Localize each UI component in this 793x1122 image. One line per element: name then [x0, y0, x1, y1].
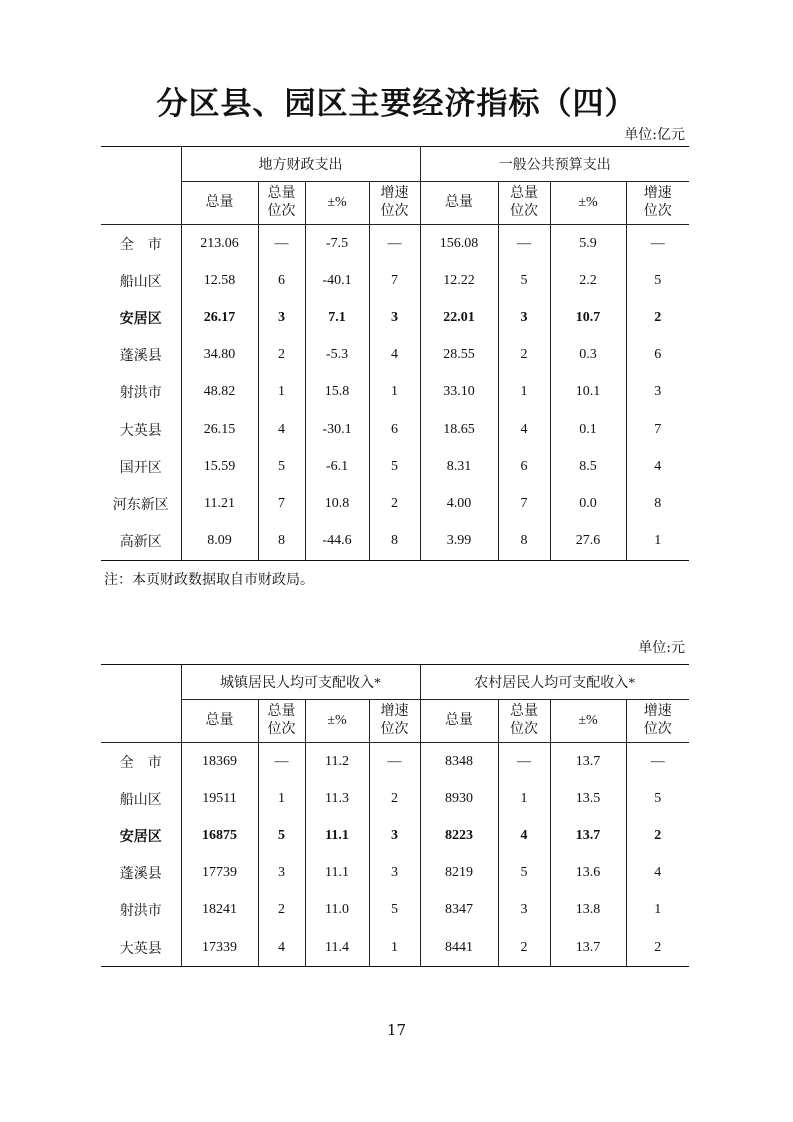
- sub-header-cell: 总量: [181, 700, 258, 743]
- page-number: 17: [386, 1021, 407, 1039]
- table-row: [101, 485, 689, 522]
- table-cell: 7: [626, 411, 689, 448]
- table-cell: 10.1: [550, 374, 626, 411]
- table-cell: -44.6: [305, 523, 369, 561]
- table-cell: 19511: [181, 780, 258, 817]
- table-cell: 6: [258, 262, 305, 299]
- table-cell: 7: [498, 485, 550, 522]
- table-cell: 0.1: [550, 411, 626, 448]
- table1-unit: 单位:亿元: [624, 127, 685, 143]
- table-cell: 2: [369, 780, 420, 817]
- table-cell: 6: [626, 337, 689, 374]
- table-cell: 8: [369, 523, 420, 561]
- table-cell: 13.8: [550, 892, 626, 929]
- table-cell: 5: [626, 262, 689, 299]
- group-header-local-fiscal: 地方财政支出: [181, 147, 420, 182]
- table-cell: 26.17: [181, 299, 258, 336]
- table-cell: 5: [626, 780, 689, 817]
- sub-header-cell: 总量 位次: [498, 182, 550, 225]
- row-header-corner: [101, 665, 181, 743]
- row-label: 船山区: [119, 792, 162, 808]
- table-cell: 3: [626, 374, 689, 411]
- table-cell: -6.1: [305, 448, 369, 485]
- table-cell: 8.31: [420, 448, 498, 485]
- table-row: [101, 855, 689, 892]
- table-cell: 8: [258, 523, 305, 561]
- table-cell: 6: [498, 448, 550, 485]
- table-row: [101, 743, 689, 781]
- table-cell: 1: [498, 374, 550, 411]
- table-cell: 33.10: [420, 374, 498, 411]
- table-cell: 4.00: [420, 485, 498, 522]
- table-row: [101, 374, 689, 411]
- table-cell: 156.08: [420, 225, 498, 263]
- table-cell: 12.58: [181, 262, 258, 299]
- table-cell: —: [258, 743, 305, 781]
- table-cell: 2: [258, 337, 305, 374]
- table-cell: 2: [369, 485, 420, 522]
- row-label: 全 市: [119, 755, 162, 771]
- table-row: [101, 225, 689, 263]
- row-label: 大英县: [119, 423, 162, 439]
- table-cell: 8.09: [181, 523, 258, 561]
- table-cell: 8441: [420, 929, 498, 967]
- table-cell: 8: [498, 523, 550, 561]
- table-cell: 8.5: [550, 448, 626, 485]
- table-row: [101, 523, 689, 561]
- row-label: 安居区: [119, 311, 162, 327]
- table-cell: 11.1: [305, 855, 369, 892]
- row-label: 射洪市: [119, 904, 162, 920]
- table-cell: —: [258, 225, 305, 263]
- sub-header-cell: 增速 位次: [369, 700, 420, 743]
- table-cell: -7.5: [305, 225, 369, 263]
- sub-header-row: [101, 700, 689, 743]
- table-cell: —: [498, 743, 550, 781]
- table-row: [101, 411, 689, 448]
- table-cell: 213.06: [181, 225, 258, 263]
- row-label: 蓬溪县: [119, 349, 162, 365]
- table-cell: 11.3: [305, 780, 369, 817]
- table-cell: 3: [369, 299, 420, 336]
- table-cell: 8219: [420, 855, 498, 892]
- table-cell: 4: [258, 411, 305, 448]
- group-header-general-budget: 一般公共预算支出: [420, 147, 689, 182]
- row-label: 船山区: [119, 274, 162, 290]
- table-cell: 3: [369, 817, 420, 854]
- table-cell: 1: [626, 892, 689, 929]
- row-label: 全 市: [119, 237, 162, 253]
- table-row: [101, 262, 689, 299]
- table-cell: 17339: [181, 929, 258, 967]
- table-cell: 3: [498, 892, 550, 929]
- table-cell: 1: [258, 374, 305, 411]
- group-header-rural-income: 农村居民人均可支配收入*: [420, 665, 689, 700]
- table-cell: 48.82: [181, 374, 258, 411]
- table-cell: 10.7: [550, 299, 626, 336]
- table-cell: 15.8: [305, 374, 369, 411]
- table-cell: 3: [258, 299, 305, 336]
- table-cell: 0.3: [550, 337, 626, 374]
- table-cell: 27.6: [550, 523, 626, 561]
- table-row: [101, 337, 689, 374]
- sub-header-cell: ±%: [550, 182, 626, 225]
- sub-header-cell: 增速 位次: [626, 700, 689, 743]
- table-cell: 4: [626, 448, 689, 485]
- table-cell: 5: [258, 817, 305, 854]
- sub-header-cell: 总量: [181, 182, 258, 225]
- table-cell: 13.6: [550, 855, 626, 892]
- table-cell: 16875: [181, 817, 258, 854]
- table-cell: 11.21: [181, 485, 258, 522]
- table-cell: 4: [369, 337, 420, 374]
- table-cell: -5.3: [305, 337, 369, 374]
- table-cell: 11.4: [305, 929, 369, 967]
- group-header-urban-income: 城镇居民人均可支配收入*: [181, 665, 420, 700]
- table-cell: 3: [369, 855, 420, 892]
- sub-header-cell: ±%: [305, 182, 369, 225]
- table-cell: 5.9: [550, 225, 626, 263]
- table-cell: 10.8: [305, 485, 369, 522]
- table-row: [101, 448, 689, 485]
- table-cell: 18369: [181, 743, 258, 781]
- table-cell: 0.0: [550, 485, 626, 522]
- row-label: 河东新区: [112, 497, 169, 513]
- table-cell: 18.65: [420, 411, 498, 448]
- table-cell: —: [369, 225, 420, 263]
- table-cell: —: [369, 743, 420, 781]
- sub-header-cell: ±%: [550, 700, 626, 743]
- table-cell: -40.1: [305, 262, 369, 299]
- income-table: [101, 664, 689, 967]
- table-row: [101, 929, 689, 967]
- table-cell: 6: [369, 411, 420, 448]
- table-cell: 2: [498, 929, 550, 967]
- row-label: 蓬溪县: [119, 867, 162, 883]
- table-cell: 8930: [420, 780, 498, 817]
- table-cell: 5: [498, 262, 550, 299]
- sub-header-cell: 总量: [420, 700, 498, 743]
- table-cell: 5: [498, 855, 550, 892]
- table-cell: 18241: [181, 892, 258, 929]
- table-cell: 3: [498, 299, 550, 336]
- sub-header-cell: 增速 位次: [369, 182, 420, 225]
- table-cell: 13.7: [550, 817, 626, 854]
- row-label: 安居区: [119, 829, 162, 845]
- table-cell: 8347: [420, 892, 498, 929]
- table-cell: 5: [369, 448, 420, 485]
- row-label: 大英县: [101, 929, 181, 967]
- table-cell: 26.15: [181, 411, 258, 448]
- sub-header-cell: 总量: [420, 182, 498, 225]
- table-cell: 1: [626, 523, 689, 561]
- table-cell: 2.2: [550, 262, 626, 299]
- table-cell: 4: [258, 929, 305, 967]
- table-cell: 28.55: [420, 337, 498, 374]
- table-cell: 17739: [181, 855, 258, 892]
- table-cell: 7: [369, 262, 420, 299]
- table-cell: 1: [258, 780, 305, 817]
- table-cell: 34.80: [181, 337, 258, 374]
- table-row: [101, 817, 689, 854]
- table-cell: 7.1: [305, 299, 369, 336]
- table-cell: 1: [369, 374, 420, 411]
- table-cell: —: [626, 743, 689, 781]
- table-cell: 13.5: [550, 780, 626, 817]
- row-label: 高新区: [101, 523, 181, 561]
- table-note: 注：本页财政数据取自市财政局。: [104, 572, 314, 588]
- table-cell: 8348: [420, 743, 498, 781]
- table-cell: 8: [626, 485, 689, 522]
- table-cell: 15.59: [181, 448, 258, 485]
- table-cell: 4: [626, 855, 689, 892]
- row-header-corner: [101, 147, 181, 225]
- table-cell: —: [626, 225, 689, 263]
- table-cell: 5: [258, 448, 305, 485]
- table-cell: 7: [258, 485, 305, 522]
- row-label: 国开区: [119, 460, 162, 476]
- sub-header-cell: 总量 位次: [498, 700, 550, 743]
- table2-unit: 单位:元: [638, 640, 685, 656]
- table-cell: 12.22: [420, 262, 498, 299]
- table-cell: 1: [369, 929, 420, 967]
- table-cell: 5: [369, 892, 420, 929]
- table-cell: 3.99: [420, 523, 498, 561]
- table-cell: 4: [498, 411, 550, 448]
- sub-header-cell: 增速 位次: [626, 182, 689, 225]
- page-title: 分区县、园区主要经济指标（四）: [156, 86, 637, 122]
- sub-header-cell: ±%: [305, 700, 369, 743]
- row-label: 射洪市: [119, 386, 162, 402]
- table-cell: 1: [498, 780, 550, 817]
- table-cell: 2: [626, 929, 689, 967]
- fiscal-expenditure-table: [101, 146, 689, 561]
- table-cell: 4: [498, 817, 550, 854]
- table-cell: 2: [626, 817, 689, 854]
- sub-header-row: [101, 182, 689, 225]
- table-cell: —: [498, 225, 550, 263]
- table-cell: 2: [626, 299, 689, 336]
- table-row: [101, 299, 689, 336]
- table-row: [101, 780, 689, 817]
- sub-header-cell: 总量 位次: [258, 700, 305, 743]
- sub-header-cell: 总量 位次: [258, 182, 305, 225]
- table-cell: 13.7: [550, 743, 626, 781]
- table-cell: 8223: [420, 817, 498, 854]
- table-cell: 11.1: [305, 817, 369, 854]
- table-cell: 2: [498, 337, 550, 374]
- table-cell: -30.1: [305, 411, 369, 448]
- table-cell: 13.7: [550, 929, 626, 967]
- table1-body: [101, 225, 689, 561]
- table-cell: 11.0: [305, 892, 369, 929]
- table2-body: [101, 743, 689, 967]
- table-cell: 22.01: [420, 299, 498, 336]
- table-cell: 2: [258, 892, 305, 929]
- table-cell: 3: [258, 855, 305, 892]
- table-cell: 11.2: [305, 743, 369, 781]
- table-row: [101, 892, 689, 929]
